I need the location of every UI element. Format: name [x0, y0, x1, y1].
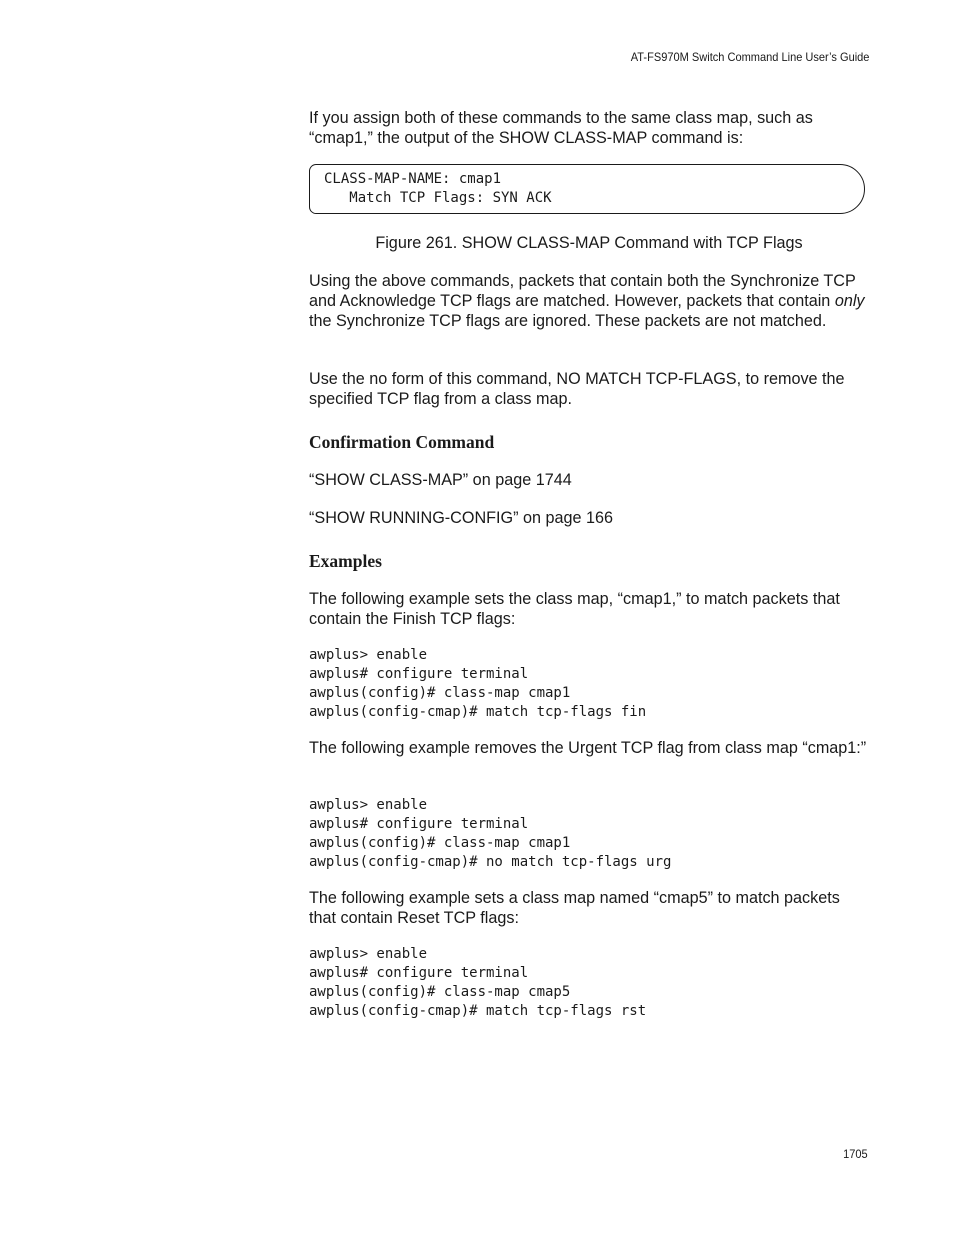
figure-output-line: Match TCP Flags: SYN ACK [324, 190, 552, 206]
example-description: The following example sets the class map, “cmap1,” to match packets that contain the Finish TCP flags: [309, 590, 840, 628]
code-line: awplus> enable [309, 946, 428, 962]
example-description: The following example sets a class map named “cmap5” to match packets that contain Reset TCP flags: [309, 889, 840, 927]
emphasis-text: only [834, 292, 865, 310]
examples-heading: Examples [309, 551, 382, 571]
no-form-paragraph: Use the no form of this command, NO MATCH TCP-FLAGS, to remove the specified TCP flag from a class map. [309, 370, 845, 408]
example-code-block [309, 796, 671, 872]
code-line: awplus(config)# class-map cmap1 [309, 835, 571, 851]
confirmation-heading: Confirmation Command [309, 432, 495, 452]
code-line: awplus# configure terminal [309, 816, 529, 832]
cross-reference-link[interactable]: “SHOW CLASS-MAP” on page 1744 [309, 471, 572, 489]
code-line: awplus(config-cmap)# no match tcp-flags urg [309, 854, 672, 870]
example-description: The following example removes the Urgent TCP flag from class map “cmap1:” [309, 739, 867, 757]
explanation-paragraph [309, 271, 869, 331]
explanation-text-end: the Synchronize TCP flags are ignored. These packets are not matched. [309, 312, 827, 330]
code-line: awplus(config)# class-map cmap5 [309, 984, 571, 1000]
example-code-block [309, 646, 646, 722]
intro-paragraph: If you assign both of these commands to the same class map, such as “cmap1,” the output of the SHOW CLASS-MAP command is: [309, 109, 813, 147]
code-line: awplus> enable [309, 647, 428, 663]
code-line: awplus(config)# class-map cmap1 [309, 685, 571, 701]
code-line: awplus(config-cmap)# match tcp-flags rst [309, 1003, 647, 1019]
running-header: AT-FS970M Switch Command Line User’s Guide [630, 50, 869, 64]
figure-caption: Figure 261. SHOW CLASS-MAP Command with TCP Flags [375, 234, 803, 252]
figure-output-line: CLASS-MAP-NAME: cmap1 [324, 171, 502, 187]
cross-reference-link[interactable]: “SHOW RUNNING-CONFIG” on page 166 [309, 509, 614, 527]
explanation-text: Using the above commands, packets that contain both the Synchronize TCP and Acknowledge TCP flags are matched. However, packets that contain [309, 272, 856, 310]
example-code-block [309, 945, 646, 1021]
figure-output-box [309, 164, 865, 214]
code-line: awplus# configure terminal [309, 965, 529, 981]
page-number: 1705 [843, 1147, 868, 1161]
code-line: awplus> enable [309, 797, 428, 813]
code-line: awplus(config-cmap)# match tcp-flags fin [309, 704, 647, 720]
code-line: awplus# configure terminal [309, 666, 529, 682]
